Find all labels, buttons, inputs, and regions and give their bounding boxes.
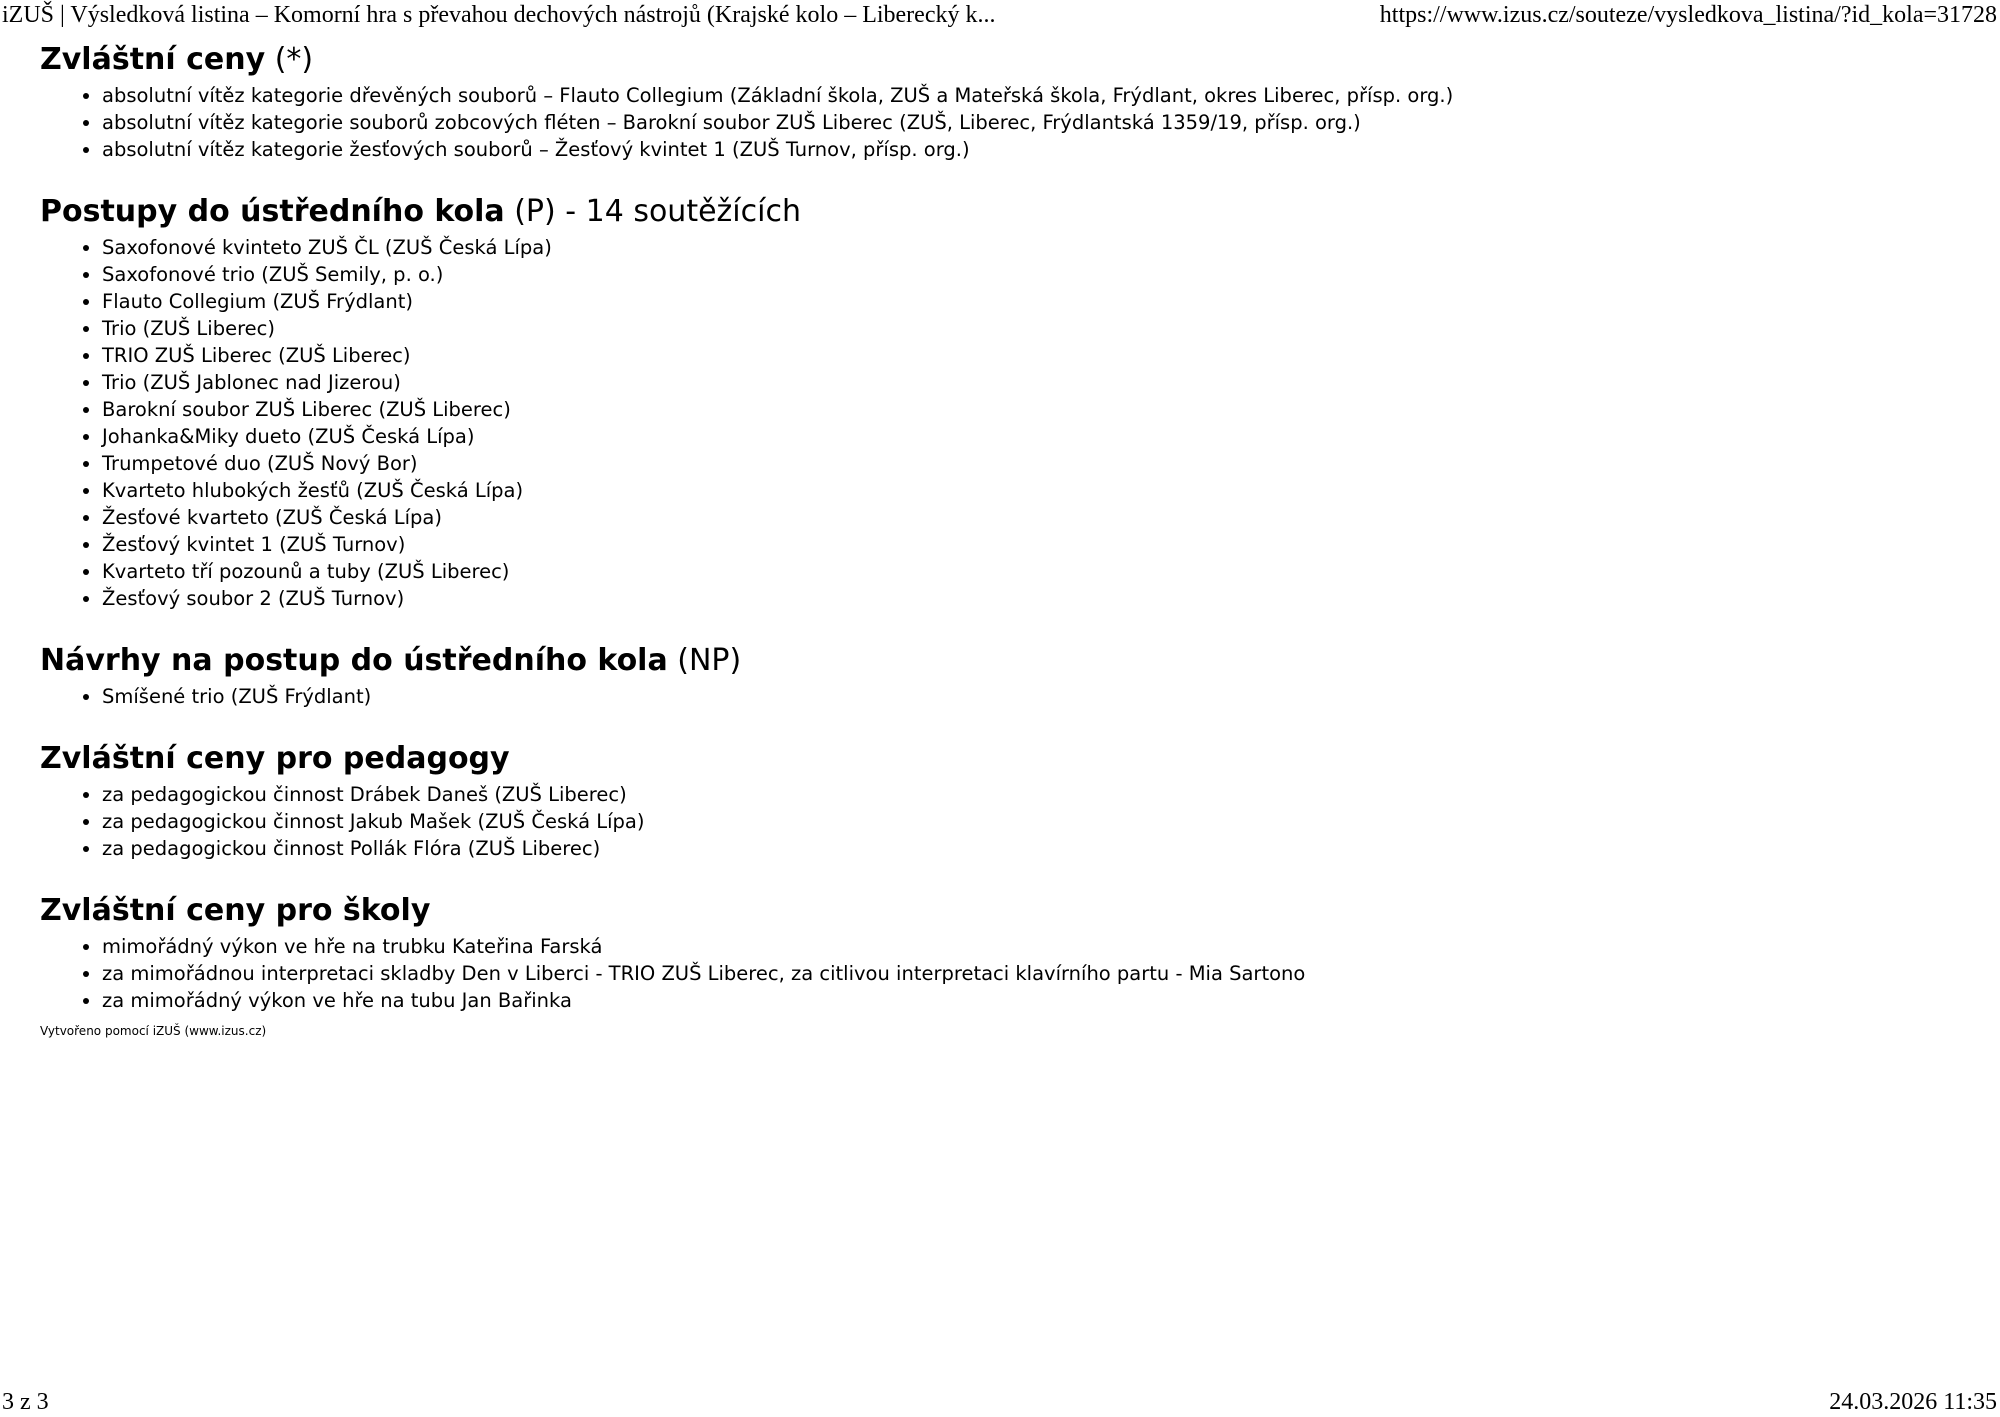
section-heading [40, 641, 1960, 681]
section-heading-suffix: (P) - 14 soutěžících [504, 194, 801, 229]
print-header [0, 0, 2000, 30]
list-item: • absolutní vítěz kategorie souborů zobcových fléten – Barokní soubor ZUŠ Liberec (ZUŠ, Liberec, Frýdlantská 1359/19, přísp. org.) [102, 109, 1960, 136]
section-heading-suffix: (NP) [667, 643, 742, 678]
list-item: • mimořádný výkon ve hře na trubku Kateřina Farská [102, 933, 1960, 960]
list-item: • Flauto Collegium (ZUŠ Frýdlant) [102, 288, 1960, 315]
section-heading-text: Zvláštní ceny pro školy [40, 893, 431, 928]
list-item: • Žesťový kvintet 1 (ZUŠ Turnov) [102, 531, 1960, 558]
list-item: • za mimořádný výkon ve hře na tubu Jan Bařinka [102, 987, 1960, 1014]
print-datetime: 24.03.2026 11:35 [1829, 1389, 1997, 1415]
section-heading-text: Postupy do ústředního kola [40, 194, 505, 229]
list-item: • Saxofonové trio (ZUŠ Semily, p. o.) [102, 261, 1960, 288]
list-item: • absolutní vítěz kategorie dřevěných souborů – Flauto Collegium (Základní škola, ZUŠ a Mateřská škola, Frýdlant, okres Liberec, přísp. org.) [102, 82, 1960, 109]
list-item: • Žesťový soubor 2 (ZUŠ Turnov) [102, 585, 1960, 612]
section-advancements [40, 192, 1960, 612]
special-prizes-list [40, 82, 1960, 163]
section-heading-text: Zvláštní ceny pro pedagogy [40, 741, 510, 776]
teacher-prizes-list [40, 781, 1960, 862]
page-number: 3 z 3 [2, 1389, 49, 1415]
list-item: • Kvarteto tří pozounů a tuby (ZUŠ Liberec) [102, 558, 1960, 585]
list-item: • za pedagogickou činnost Jakub Mašek (ZUŠ Česká Lípa) [102, 808, 1960, 835]
list-item: • Barokní soubor ZUŠ Liberec (ZUŠ Liberec) [102, 396, 1960, 423]
section-advancement-proposals [40, 641, 1960, 710]
list-item: • Saxofonové kvinteto ZUŠ ČL (ZUŠ Česká Lípa) [102, 234, 1960, 261]
section-heading [40, 40, 1960, 80]
list-item: • Trumpetové duo (ZUŠ Nový Bor) [102, 450, 1960, 477]
section-teacher-prizes [40, 739, 1960, 862]
section-heading [40, 192, 1960, 232]
advancements-list [40, 234, 1960, 612]
results-content [40, 40, 1960, 1039]
list-item: • Johanka&Miky dueto (ZUŠ Česká Lípa) [102, 423, 1960, 450]
print-footer [0, 1387, 2000, 1417]
section-heading-text: Návrhy na postup do ústředního kola [40, 643, 668, 678]
list-item: • za mimořádnou interpretaci skladby Den v Liberci - TRIO ZUŠ Liberec, za citlivou interpretaci klavírního partu - Mia Sartono [102, 960, 1960, 987]
list-item: • Žesťové kvarteto (ZUŠ Česká Lípa) [102, 504, 1960, 531]
advancement-proposals-list [40, 683, 1960, 710]
section-school-prizes [40, 891, 1960, 1014]
print-header-title: iZUŠ | Výsledková listina – Komorní hra s převahou dechových nástrojů (Krajské kolo – Liberecký k... [2, 2, 996, 28]
section-special-prizes [40, 40, 1960, 163]
list-item: • Trio (ZUŠ Jablonec nad Jizerou) [102, 369, 1960, 396]
list-item: • Smíšené trio (ZUŠ Frýdlant) [102, 683, 1960, 710]
section-heading-text: Zvláštní ceny [40, 42, 266, 77]
section-heading [40, 891, 1960, 931]
section-heading-suffix: (*) [265, 42, 314, 77]
school-prizes-list [40, 933, 1960, 1014]
list-item: • Trio (ZUŠ Liberec) [102, 315, 1960, 342]
list-item: • absolutní vítěz kategorie žesťových souborů – Žesťový kvintet 1 (ZUŠ Turnov, přísp. org.) [102, 136, 1960, 163]
print-header-url: https://www.izus.cz/souteze/vysledkova_listina/?id_kola=31728 [1379, 2, 1997, 28]
list-item: • za pedagogickou činnost Drábek Daneš (ZUŠ Liberec) [102, 781, 1960, 808]
section-heading [40, 739, 1960, 779]
list-item: • TRIO ZUŠ Liberec (ZUŠ Liberec) [102, 342, 1960, 369]
credit-note: Vytvořeno pomocí iZUŠ (www.izus.cz) [40, 1024, 267, 1038]
list-item: • Kvarteto hlubokých žesťů (ZUŠ Česká Lípa) [102, 477, 1960, 504]
list-item: • za pedagogickou činnost Pollák Flóra (ZUŠ Liberec) [102, 835, 1960, 862]
